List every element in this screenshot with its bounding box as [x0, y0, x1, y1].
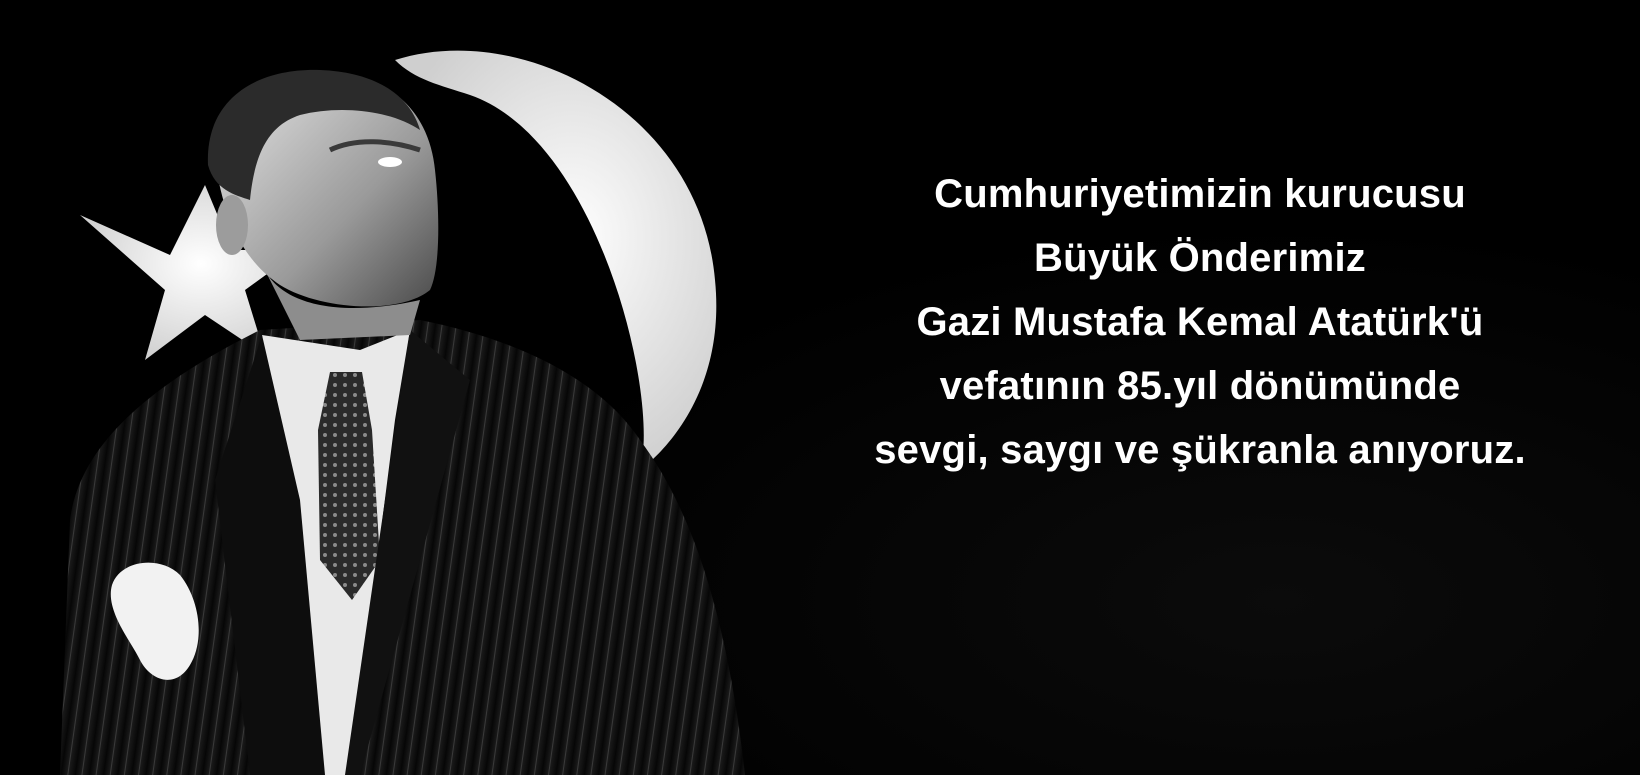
message-line-2: Büyük Önderimiz [1034, 236, 1366, 280]
commemoration-message [780, 162, 1620, 482]
message-line-1: Cumhuriyetimizin kurucusu [934, 172, 1466, 216]
ear [216, 195, 248, 255]
message-line-4: vefatının 85.yıl dönümünde [939, 364, 1461, 408]
message-line-3: Gazi Mustafa Kemal Atatürk'ü [916, 300, 1484, 344]
eye [378, 157, 402, 167]
message-line-5: sevgi, saygı ve şükranla anıyoruz. [874, 428, 1526, 472]
